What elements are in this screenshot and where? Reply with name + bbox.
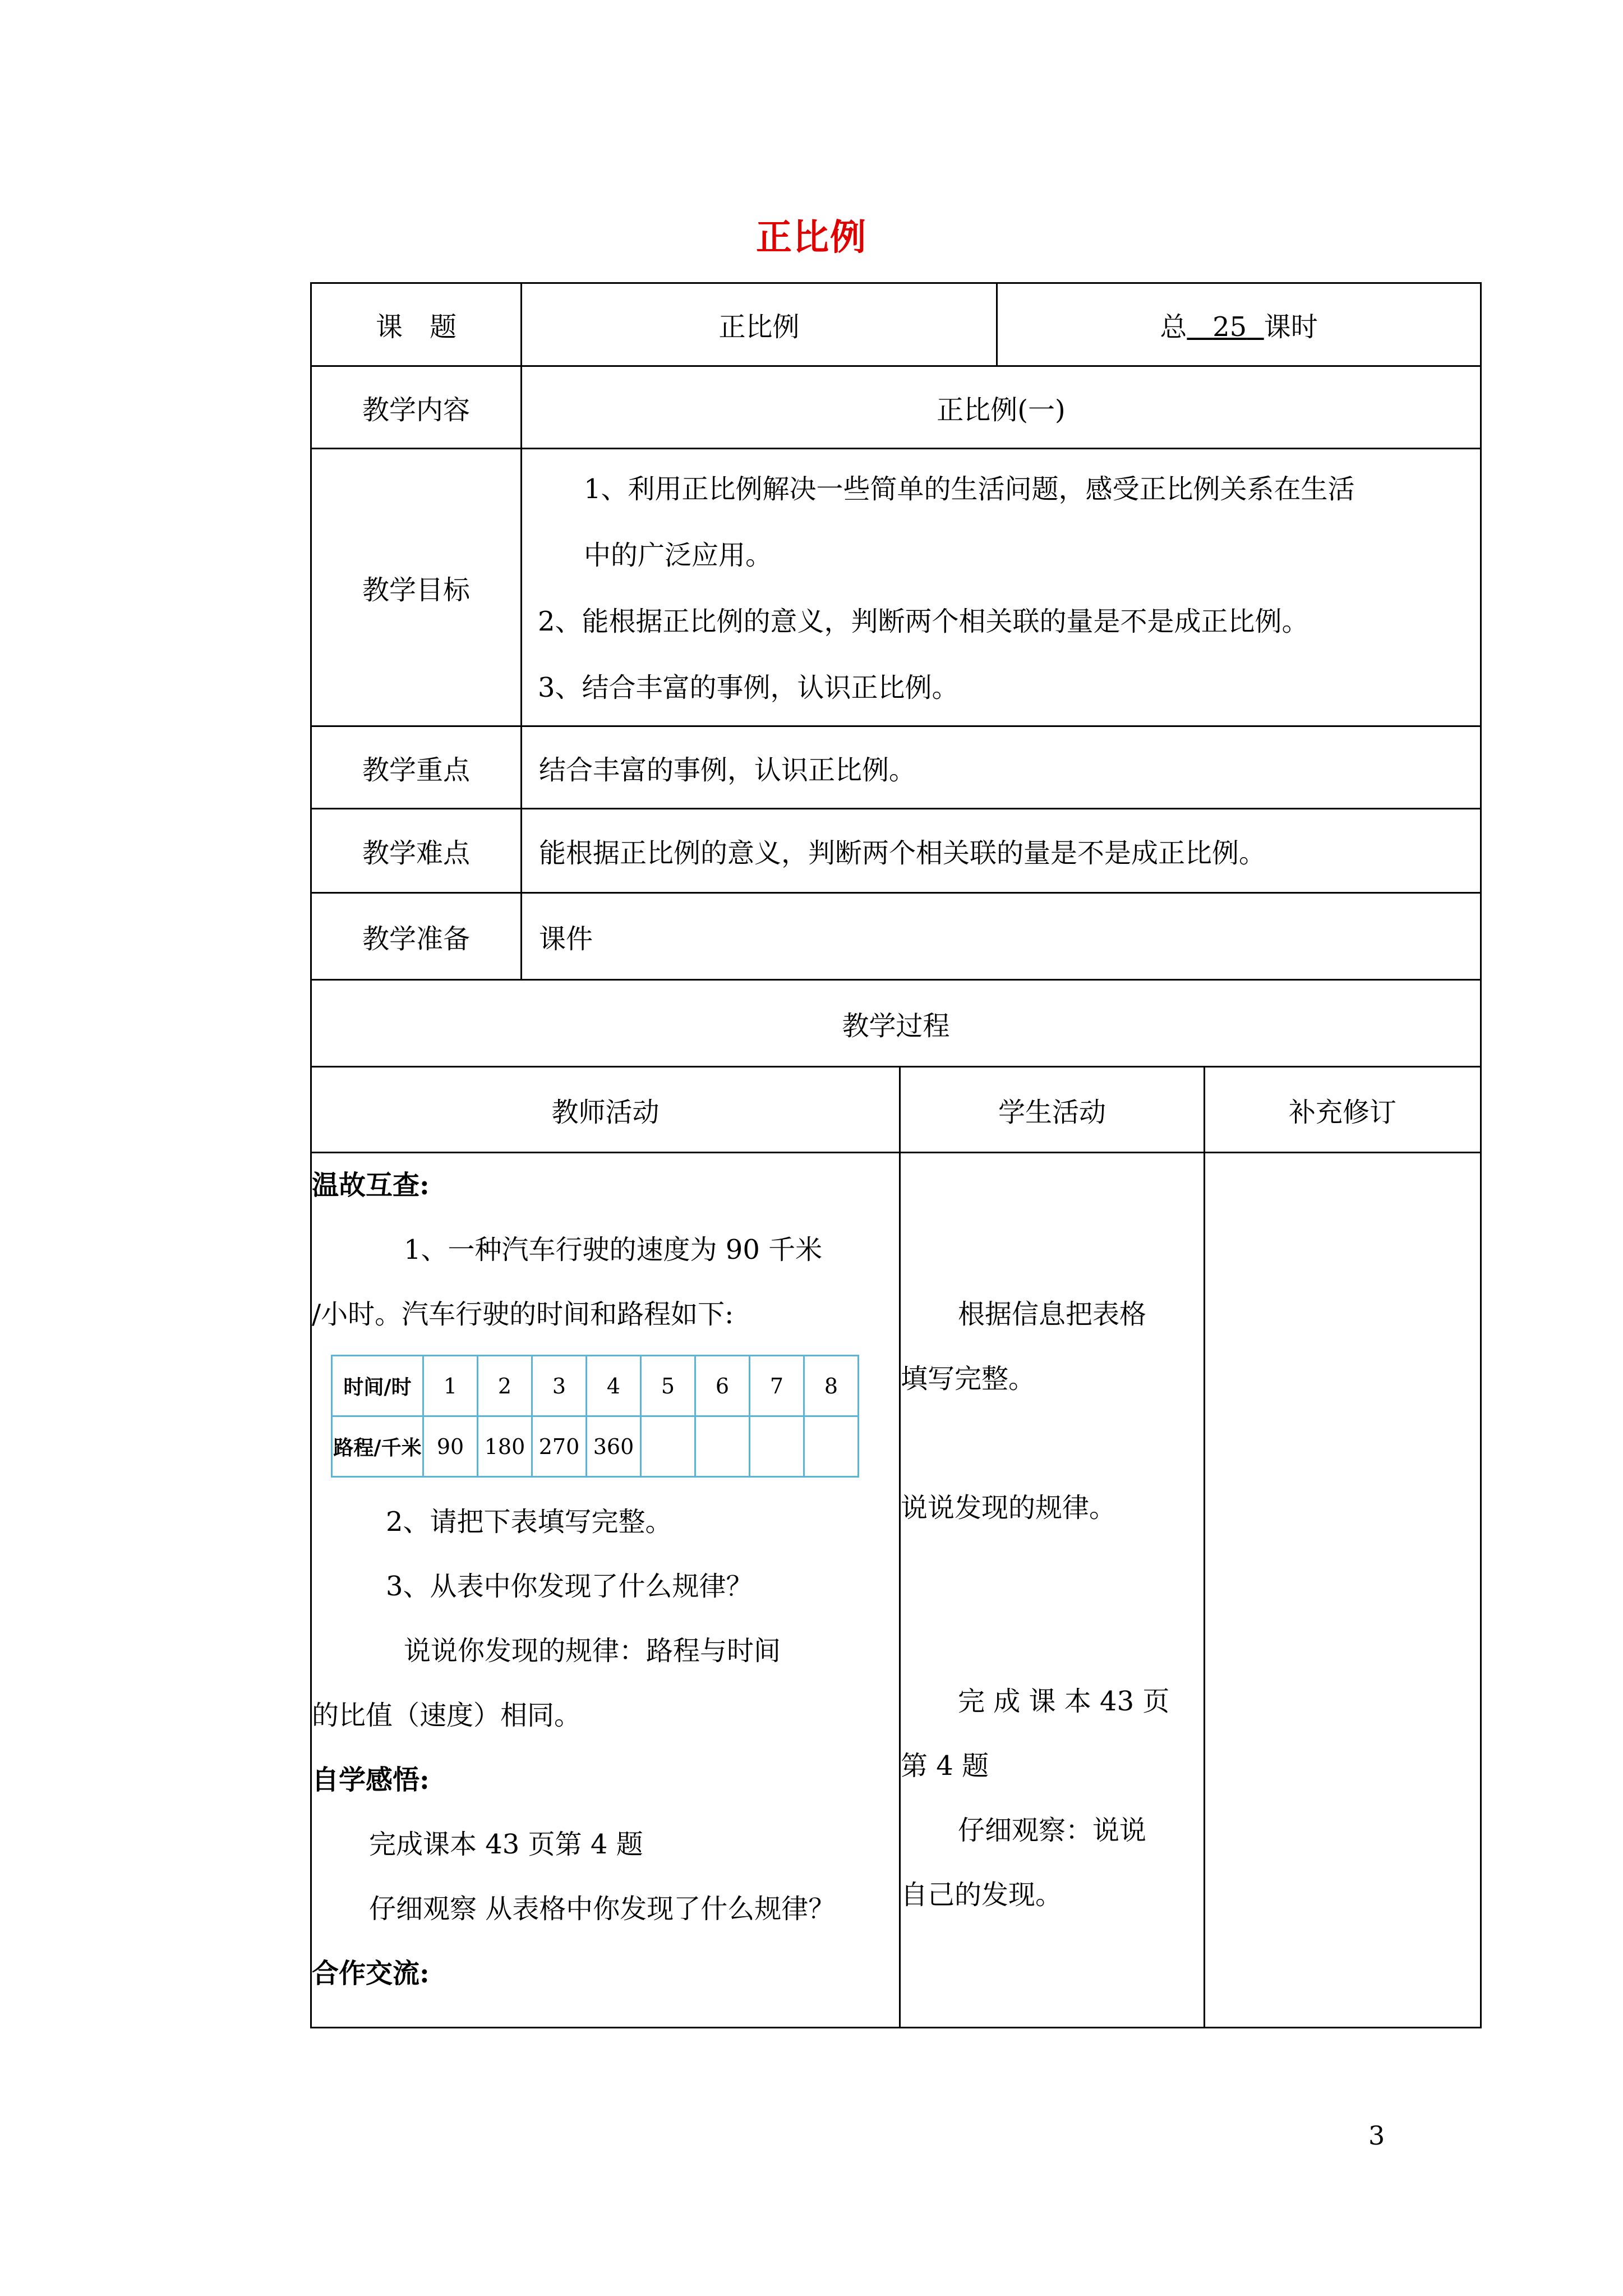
prep-row	[311, 893, 1481, 980]
distance-cell: 360	[587, 1416, 641, 1477]
self-study-heading: 自学感悟:	[312, 1764, 430, 1796]
goal-item-continued: 中的广泛应用。	[584, 540, 773, 571]
time-cell: 2	[478, 1356, 532, 1416]
student-item-4: 仔细观察：说说	[958, 1815, 1147, 1846]
key-value: 结合丰富的事例，认识正比例。	[522, 726, 1481, 809]
time-cell: 8	[804, 1356, 859, 1416]
student-item-3-continued: 第 4 题	[901, 1750, 989, 1782]
student-item-1: 根据信息把表格	[958, 1299, 1147, 1330]
difficulty-row	[311, 809, 1481, 893]
prep-label: 教学准备	[311, 893, 522, 980]
page-number: 3	[1368, 2120, 1385, 2151]
goal-item: 3、结合丰富的事例，认识正比例。	[538, 672, 959, 703]
goals-row	[311, 449, 1481, 726]
process-header-row	[311, 1067, 1481, 1153]
lesson-plan-table	[310, 282, 1482, 2028]
student-activity-header: 学生活动	[900, 1067, 1205, 1153]
rule-text: 说说你发现的规律：路程与时间	[404, 1635, 781, 1667]
student-item-2: 说说发现的规律。	[901, 1492, 1117, 1524]
distance-cell-empty[interactable]	[804, 1416, 859, 1477]
topic-value: 正比例	[522, 283, 997, 366]
hours-number: 25	[1212, 311, 1247, 343]
content-label: 教学内容	[311, 366, 522, 449]
time-cell: 4	[587, 1356, 641, 1416]
distance-cell-empty[interactable]	[641, 1416, 695, 1477]
topic-label: 课 题	[311, 283, 522, 366]
student-activity-cell	[900, 1153, 1205, 2028]
process-title: 教学过程	[311, 980, 1481, 1067]
difficulty-label: 教学难点	[311, 809, 522, 893]
document-title: 正比例	[756, 217, 867, 259]
teacher-activity-cell	[311, 1153, 900, 2028]
distance-cell-empty[interactable]	[695, 1416, 750, 1477]
hours-prefix: 总	[1160, 311, 1187, 343]
distance-row	[332, 1416, 859, 1477]
revision-cell[interactable]	[1205, 1153, 1481, 2028]
rule-text-continued: 的比值（速度）相同。	[312, 1700, 582, 1731]
review-item-1-continued: /小时。汽车行驶的时间和路程如下:	[312, 1299, 734, 1330]
distance-header: 路程/千米	[332, 1416, 423, 1477]
review-item-1: 1、一种汽车行驶的速度为 90 千米	[404, 1234, 823, 1266]
review-item-3: 3、从表中你发现了什么规律？	[386, 1571, 753, 1602]
difficulty-value: 能根据正比例的意义，判断两个相关联的量是不是成正比例。	[522, 809, 1481, 893]
time-distance-table	[331, 1355, 859, 1478]
time-row	[332, 1356, 859, 1416]
time-cell: 3	[532, 1356, 587, 1416]
review-heading: 温故互查:	[312, 1170, 430, 1201]
distance-cell: 90	[423, 1416, 478, 1477]
key-label: 教学重点	[311, 726, 522, 809]
teacher-activity-header: 教师活动	[311, 1067, 900, 1153]
content-row	[311, 366, 1481, 449]
process-title-row	[311, 980, 1481, 1067]
cooperation-heading: 合作交流:	[312, 1958, 430, 1989]
goal-item: 1、利用正比例解决一些简单的生活问题，感受正比例关系在生活	[584, 473, 1355, 505]
distance-cell-empty[interactable]	[750, 1416, 804, 1477]
goals-label: 教学目标	[311, 449, 522, 726]
student-item-1-continued: 填写完整。	[901, 1363, 1036, 1395]
time-cell: 6	[695, 1356, 750, 1416]
prep-value: 课件	[522, 893, 1481, 980]
student-item-3: 完 成 课 本 43 页	[958, 1686, 1170, 1717]
time-cell: 7	[750, 1356, 804, 1416]
total-hours	[997, 283, 1481, 366]
review-item-2: 2、请把下表填写完整。	[386, 1506, 672, 1538]
content-value: 正比例(一)	[522, 366, 1481, 449]
distance-cell: 270	[532, 1416, 587, 1477]
process-content-row	[311, 1153, 1481, 2028]
student-item-4-continued: 自己的发现。	[901, 1879, 1063, 1911]
goals-cell	[522, 449, 1481, 726]
distance-cell: 180	[478, 1416, 532, 1477]
self-study-item-1: 完成课本 43 页第 4 题	[369, 1829, 643, 1860]
self-study-item-2: 仔细观察 从表格中你发现了什么规律？	[369, 1893, 836, 1925]
goal-item: 2、能根据正比例的意义，判断两个相关联的量是不是成正比例。	[538, 606, 1309, 637]
time-header: 时间/时	[332, 1356, 423, 1416]
topic-row	[311, 283, 1481, 366]
time-cell: 5	[641, 1356, 695, 1416]
key-row	[311, 726, 1481, 809]
revision-header: 补充修订	[1205, 1067, 1481, 1153]
time-cell: 1	[423, 1356, 478, 1416]
hours-suffix: 课时	[1264, 311, 1318, 343]
